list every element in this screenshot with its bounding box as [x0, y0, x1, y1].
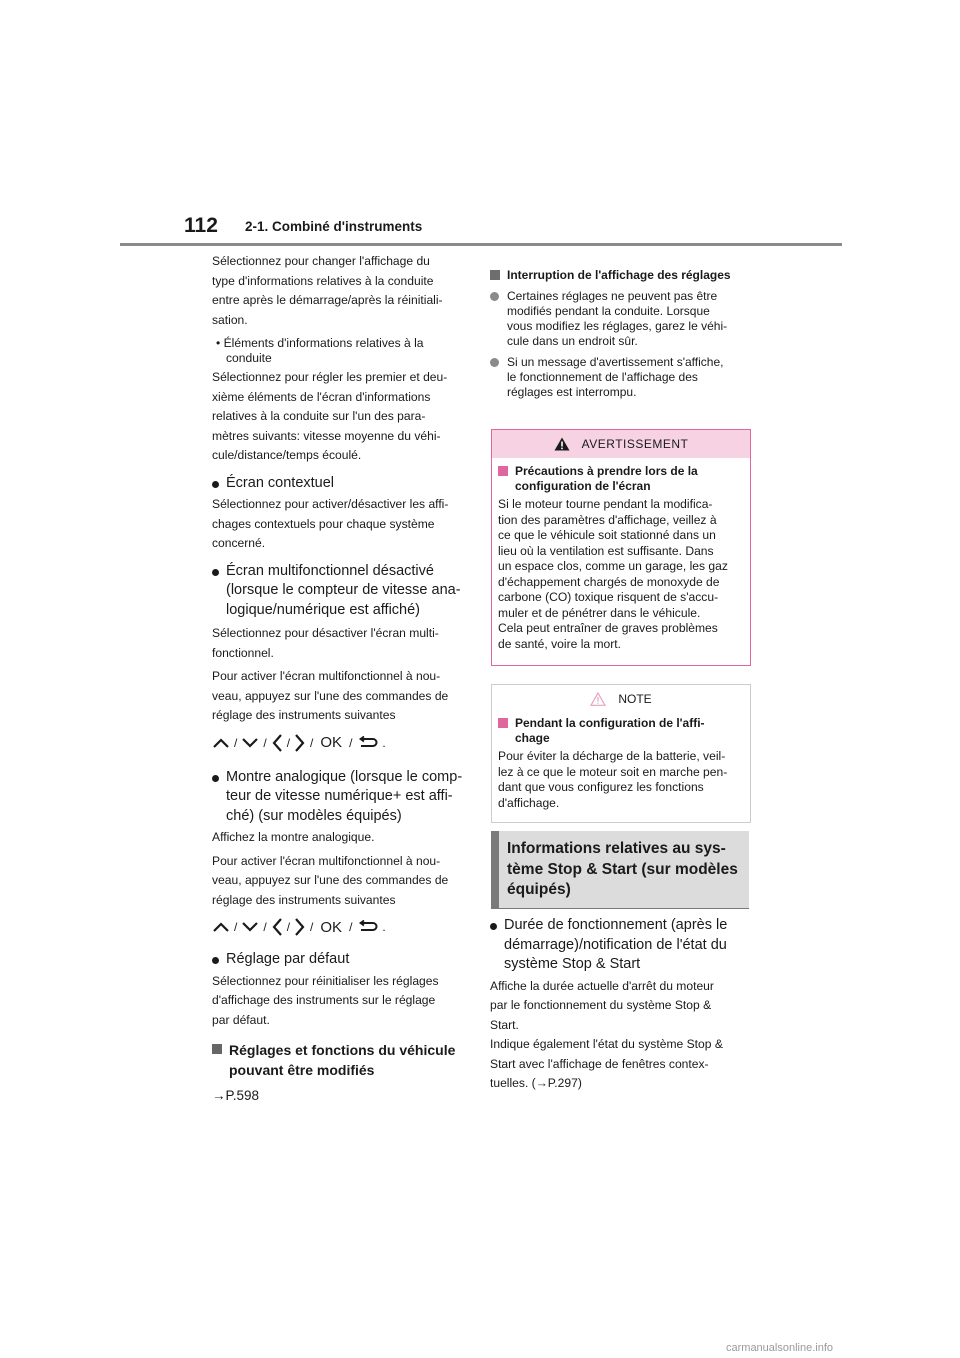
text-line: d'échappement chargés de monoxyde de — [498, 574, 720, 589]
separator: / — [349, 920, 353, 934]
sub-bullet: • Éléments d'informations relatives à la conduite — [216, 336, 424, 365]
separator: / — [310, 735, 314, 750]
warning-triangle-icon — [554, 437, 570, 451]
bullet-dot — [212, 957, 219, 964]
square-marker-icon — [498, 466, 508, 476]
warning-heading — [498, 464, 744, 494]
text-line: Certaines réglages ne peuvent pas être — [507, 289, 718, 303]
text-line: réglage des instruments suivantes — [212, 708, 396, 722]
item-title-line: teur de vitesse numérique+ est affi- — [226, 788, 453, 804]
text-line: Si un message d'avertissement s'affiche, — [507, 355, 724, 369]
text-line: relatives à la conduite sur l'un des para- — [212, 409, 426, 423]
square-marker-icon — [490, 270, 500, 280]
item4-paragraph — [212, 972, 466, 1031]
section-title: 2-1. Combiné d'instruments — [245, 219, 423, 234]
stop-start-content — [490, 916, 752, 1094]
list-item — [490, 355, 752, 400]
chevron-down-icon — [241, 921, 259, 933]
control-icons-row — [212, 732, 466, 754]
text-line: Sélectionnez pour activer/désactiver les affi- — [212, 497, 449, 511]
text-line: chages contextuels pour chaque système — [212, 516, 435, 531]
item-title: Réglage par défaut — [226, 951, 350, 967]
chevron-left-icon — [271, 733, 283, 753]
item-title: Écran contextuel — [226, 474, 335, 491]
text-line: cule dans un endroit sûr. — [507, 334, 638, 348]
back-icon — [356, 736, 378, 750]
note-title: NOTE — [618, 692, 652, 706]
text-line: Sélectionnez pour régler les premier et deu- — [212, 370, 448, 384]
item-ecran-desactive — [212, 562, 466, 621]
list-item — [490, 289, 752, 349]
bullet-dot — [490, 358, 499, 367]
item-montre-analogique — [212, 768, 466, 827]
text-line: type d'informations relatives à la conduite — [212, 273, 434, 288]
text-line: lieu où la ventilation est suffisante. Dans — [498, 543, 714, 558]
left-column — [212, 252, 466, 1106]
text-line: Pour activer l'écran multifonctionnel à nou- — [212, 853, 441, 868]
square-marker-icon — [498, 718, 508, 728]
note-box — [491, 684, 751, 823]
header-rule — [120, 243, 842, 246]
item-title-line: (lorsque le compteur de vitesse ana- — [226, 582, 461, 598]
heading-text: Interruption de l'affichage des réglages — [507, 268, 731, 282]
separator: / — [310, 920, 314, 934]
text-line: sation. — [212, 312, 248, 327]
text-line: veau, appuyez sur l'une des commandes de — [212, 873, 449, 887]
text-line: Pour éviter la décharge de la batterie, veil- — [498, 749, 726, 763]
item-title-line: démarrage)/notification de l'état du — [504, 936, 727, 953]
warning-box — [491, 429, 751, 666]
text-line: Affiche la durée actuelle d'arrêt du moteur — [490, 978, 714, 993]
text-line: par défaut. — [212, 1012, 270, 1027]
item-paragraph — [490, 977, 752, 1094]
square-marker-icon — [212, 1044, 222, 1054]
note-text — [498, 749, 744, 811]
text-line: Si le moteur tourne pendant la modifica- — [498, 497, 713, 511]
item2-paragraph — [212, 624, 466, 726]
separator: / — [349, 735, 353, 750]
item1-paragraph — [212, 495, 466, 554]
page-reference-link[interactable]: →P.598 — [212, 1088, 260, 1103]
text-line: entre après le démarrage/après la réinitiali- — [212, 293, 443, 307]
text-line: le fonctionnement de l'affichage des — [507, 370, 698, 384]
text-line: dant que vous configurez les fonctions — [498, 780, 704, 794]
bullet-dot — [490, 923, 497, 930]
chevron-up-icon — [212, 921, 230, 933]
text-line: vous modifiez les réglages, garez le véhi- — [507, 319, 728, 333]
chevron-right-icon — [294, 733, 306, 753]
item-ecran-contextuel — [212, 474, 466, 494]
subsection-heading — [212, 1040, 466, 1080]
chevron-left-icon — [271, 917, 283, 937]
heading-line: Précautions à prendre lors de la — [515, 464, 698, 478]
period: . — [382, 920, 386, 934]
stop-start-section-header — [491, 831, 749, 909]
text-line[interactable]: tuelles. (→P.297) — [490, 1076, 582, 1090]
separator: / — [234, 920, 238, 934]
text-line: carbone (CO) toxique risquent de s'accu- — [498, 590, 719, 604]
right-column — [490, 252, 752, 400]
separator: / — [234, 735, 238, 750]
page-number: 112 — [184, 214, 218, 237]
text-line: Sélectionnez pour changer l'affichage du — [212, 254, 430, 268]
heading-line: pouvant être modifiés — [229, 1062, 375, 1078]
text-line: réglages est interrompu. — [507, 385, 637, 399]
heading-line: Réglages et fonctions du véhicule — [229, 1042, 456, 1058]
bullet-dot — [212, 775, 219, 782]
item-title-line: Montre analogique (lorsque le comp- — [226, 768, 463, 785]
text-line: d'affichage. — [498, 795, 560, 810]
ok-label: OK — [320, 918, 343, 936]
heading-line: chage — [515, 731, 550, 745]
period: . — [382, 735, 386, 750]
warning-text — [498, 497, 744, 652]
text-line: Indique également l'état du système Stop & — [490, 1037, 723, 1051]
text-line: Sélectionnez pour désactiver l'écran multi- — [212, 626, 439, 640]
warning-title-bar — [492, 430, 750, 458]
text-line: veau, appuyez sur l'une des commandes de — [212, 688, 449, 703]
text-line: modifiés pendant la conduite. Lorsque — [507, 304, 710, 318]
text-line: xième éléments de l'écran d'informations — [212, 389, 431, 404]
text-line: lez à ce que le moteur soit en marche pen- — [498, 764, 728, 779]
item-title-line: Écran multifonctionnel désactivé — [226, 562, 434, 579]
separator: / — [263, 735, 267, 750]
text-line: Start. — [490, 1017, 519, 1032]
chevron-down-icon — [241, 737, 259, 749]
caution-triangle-icon — [590, 692, 606, 706]
text-line: cule/distance/temps écoulé. — [212, 448, 362, 462]
ok-label: OK — [320, 734, 343, 751]
sub-paragraph — [212, 368, 466, 466]
heading-line: Pendant la configuration de l'affi- — [515, 716, 705, 730]
interrupt-heading — [490, 268, 752, 283]
chevron-right-icon — [294, 917, 306, 937]
text-line: muler et de pénétrer dans le véhicule. — [498, 605, 701, 620]
warning-title: AVERTISSEMENT — [581, 437, 689, 451]
note-heading — [498, 716, 744, 746]
heading-line: tème Stop & Start (sur modèles — [507, 860, 738, 878]
item-title-line: système Stop & Start — [504, 956, 641, 972]
text-line: concerné. — [212, 536, 266, 550]
item-title-line: logique/numérique est affiché) — [226, 601, 420, 618]
item-duree-fonctionnement — [490, 916, 752, 975]
bullet-dot — [212, 481, 219, 488]
text-line: Start avec l'affichage de fenêtres contex- — [490, 1056, 709, 1071]
separator: / — [286, 735, 291, 750]
text-line: par le fonctionnement du système Stop & — [490, 998, 712, 1012]
watermark: carmanualsonline.info — [726, 1342, 834, 1354]
bullet-dot — [490, 292, 499, 301]
item-reglage-defaut — [212, 950, 466, 970]
text-line: d'affichage des instruments sur le réglage — [212, 993, 436, 1007]
item3-paragraph — [212, 828, 466, 910]
heading-line: Informations relatives au sys- — [507, 840, 726, 857]
control-icons-row — [212, 916, 466, 938]
heading-line: équipés) — [507, 881, 571, 898]
text-line: ce que le véhicule soit stationné dans un — [498, 528, 716, 542]
text-line: Pour activer l'écran multifonctionnel à nou- — [212, 669, 441, 683]
back-icon — [356, 920, 378, 934]
intro-paragraph — [212, 252, 466, 330]
chevron-up-icon — [212, 737, 230, 749]
text-line: un espace clos, comme un garage, les gaz — [498, 559, 728, 573]
text-line: Affichez la montre analogique. — [212, 830, 375, 844]
heading-line: configuration de l'écran — [515, 479, 651, 493]
text-line: fonctionnel. — [212, 645, 274, 660]
text-line: réglage des instruments suivantes — [212, 892, 396, 907]
separator: / — [286, 920, 291, 934]
separator: / — [263, 920, 267, 934]
item-title-line: ché) (sur modèles équipés) — [226, 807, 402, 824]
text-line: Sélectionnez pour réinitialiser les réglages — [212, 973, 439, 988]
item-title-line: Durée de fonctionnement (après le — [504, 917, 728, 933]
text-line: Cela peut entraîner de graves problèmes — [498, 621, 718, 635]
text-line: de santé, voire la mort. — [498, 636, 622, 651]
text-line: mètres suivants: vitesse moyenne du véhi- — [212, 428, 441, 443]
text-line: tion des paramètres d'affichage, veillez à — [498, 512, 717, 527]
note-title-bar — [492, 685, 750, 713]
bullet-dot — [212, 569, 219, 576]
